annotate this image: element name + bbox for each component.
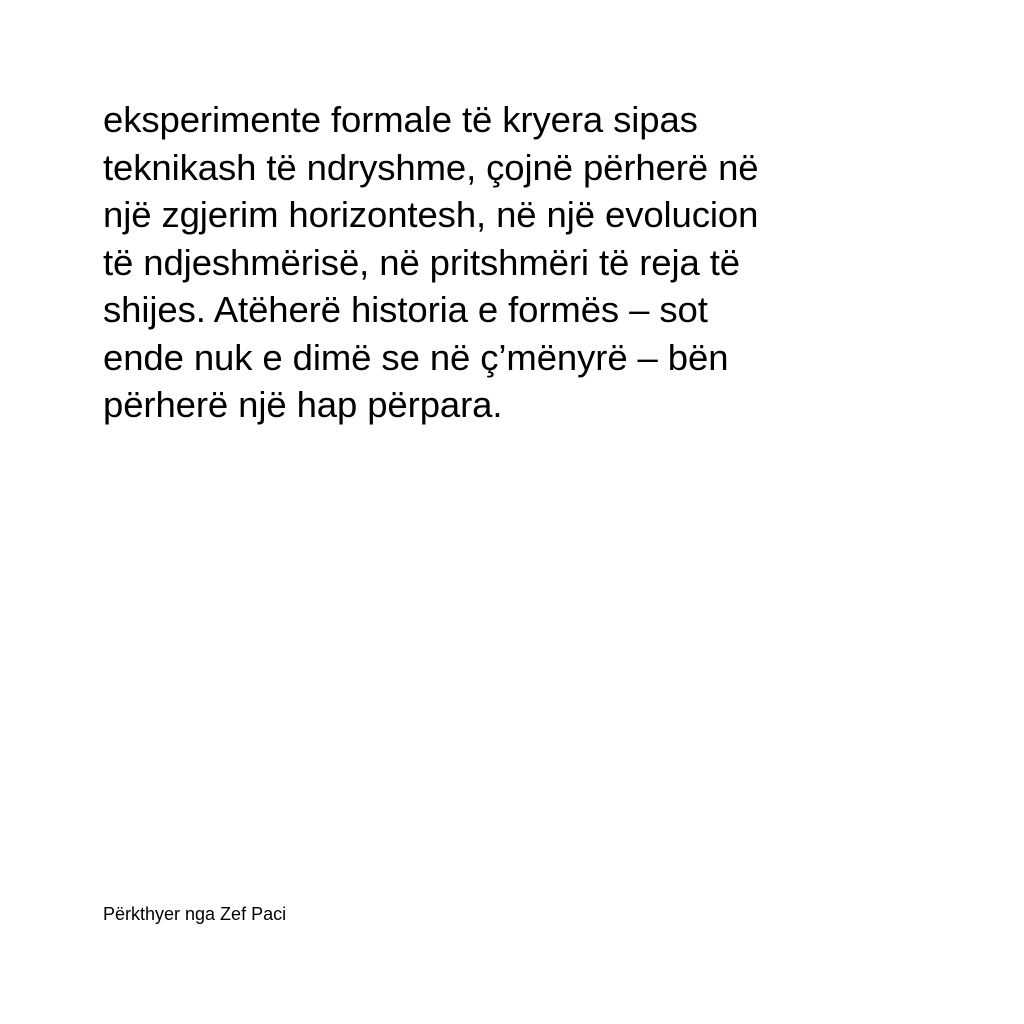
body-line: teknikash të ndryshme, çojnë përherë në (103, 146, 759, 188)
body-line: ende nuk e dimë se në ç’mënyrë – bën (103, 336, 729, 378)
body-line: një zgjerim horizontesh, në një evolucion (103, 194, 759, 235)
body-line: përherë një hap përpara. (103, 384, 503, 425)
body-line: shijes. Atëherë historia e formës – sot (103, 289, 708, 330)
body-paragraph (103, 96, 923, 429)
translator-credit: Përkthyer nga Zef Paci (103, 904, 287, 924)
body-line: të ndjeshmërisë, në pritshmëri të reja të (103, 241, 740, 283)
body-line: eksperimente formale të kryera sipas (103, 99, 698, 140)
